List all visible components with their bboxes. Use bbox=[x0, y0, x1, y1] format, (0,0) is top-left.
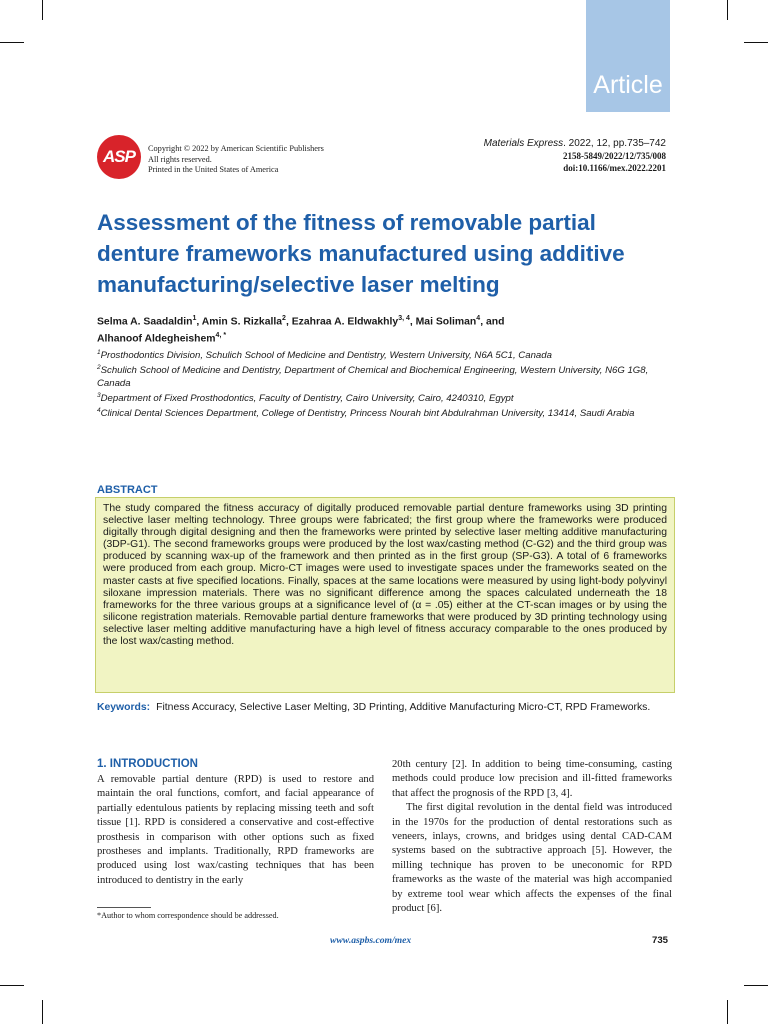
crop-mark bbox=[42, 1000, 43, 1024]
author-sep: , bbox=[196, 316, 202, 328]
affiliation-text: Clinical Dental Sciences Department, College of Dentistry, Princess Nourah bint Abdulrahman University, 13414, Saudi Arabia bbox=[100, 408, 635, 420]
author-list bbox=[97, 312, 617, 347]
journal-volume: . 2022, 12, pp.735–742 bbox=[563, 138, 666, 149]
intro-paragraph: The first digital revolution in the dental field was introduced in the 1970s for the production of dental restorations such as veneers, inlays, crowns, and bridges using dental CAD-CAM systems based on the subtractive approach [5]. However, the milling technique has proven to be uneconomic for RPD frameworks as the waste of the material was high accompanied by extreme tool wear which affects the expenses of the final product [6]. bbox=[392, 802, 672, 915]
left-column bbox=[97, 773, 374, 888]
affiliation-number: 1 bbox=[97, 349, 101, 356]
author-name: Ezahraa A. Eldwakhly bbox=[291, 316, 399, 328]
footnote-divider bbox=[97, 907, 151, 908]
copyright-line: All rights reserved. bbox=[148, 154, 212, 164]
affiliation-list bbox=[97, 347, 657, 420]
author-name: Alhanoof Aldegheishem bbox=[97, 333, 216, 345]
keywords bbox=[97, 701, 675, 715]
abstract-heading: ABSTRACT bbox=[97, 484, 158, 496]
footer-url-link[interactable]: www.aspbs.com/mex bbox=[330, 935, 412, 946]
crop-mark bbox=[727, 1000, 728, 1024]
paper-title: Assessment of the fitness of removable partial denture frameworks manufactured using additive manufacturing/selective laser melting bbox=[97, 210, 625, 297]
affiliation-text: Department of Fixed Prosthodontics, Faculty of Dentistry, Cairo University, Cairo, 4240310, Egypt bbox=[100, 392, 514, 404]
journal-doi: doi:10.1166/mex.2022.2201 bbox=[563, 163, 666, 173]
affiliation-text: Prosthodontics Division, Schulich School of Medicine and Dentistry, Western University, N6A 5C1, Canada bbox=[100, 350, 552, 362]
copyright-line: Copyright © 2022 by American Scientific Publishers bbox=[148, 144, 324, 153]
affiliation-number: 4 bbox=[97, 406, 101, 414]
author-affil: 4, * bbox=[215, 332, 227, 340]
right-column bbox=[392, 758, 672, 916]
journal-citation bbox=[484, 137, 666, 150]
journal-info bbox=[484, 137, 666, 174]
author-affil: 4 bbox=[476, 315, 481, 322]
affiliation bbox=[97, 405, 657, 420]
crop-mark bbox=[0, 42, 24, 43]
affiliation-text: Schulich School of Medicine and Dentistry, Department of Chemical and Biochemical Engineering, Western University, N6G 1G8, Canada bbox=[97, 365, 649, 389]
page-number: 735 bbox=[652, 935, 669, 946]
author-sep: , bbox=[285, 316, 292, 328]
abstract-box bbox=[95, 497, 675, 693]
copyright-block bbox=[148, 144, 324, 176]
section-heading-introduction: 1. INTRODUCTION bbox=[97, 758, 198, 770]
crop-mark bbox=[0, 985, 24, 986]
article-label: Article bbox=[586, 0, 670, 112]
keywords-label: Keywords: bbox=[97, 702, 151, 713]
footnote: *Author to whom correspondence should be addressed. bbox=[97, 911, 279, 920]
author-sep: , bbox=[409, 316, 416, 328]
intro-paragraph: 20th century [2]. In addition to being time-consuming, casting methods could produce low precision and ill-fitted frameworks that affect the prognosis of the RPD [3, 4]. bbox=[392, 759, 672, 799]
affiliation-number: 2 bbox=[97, 364, 101, 372]
author-affil: 3, 4 bbox=[398, 315, 410, 322]
affiliation bbox=[97, 390, 657, 405]
crop-mark bbox=[744, 42, 768, 43]
author-name: Amin S. Rizkalla bbox=[201, 316, 283, 328]
abstract-text: The study compared the fitness accuracy of digitally produced removable partial denture frameworks using 3D printing selective laser melting technology. Three groups were fabricated; the first group where the frameworks were produced digitally through digital designing and then the frameworks were printed by selective laser melting additive manufacturing (3DP-G1). The second frameworks groups were produced by the lost wax/casting method (C-G2) and the third group was produced by scanning wax-up of the framework and then printed as in the first group (SP-G3). A total of 6 frameworks were produced from each group. Micro-CT images were used to investigate spaces under the frameworks seated on the master casts at five specified locations. Finally, spaces at the same locations were measured by using light-body polyvinyl siloxane impression materials. There was no significant difference among the spaces calculated underneath the 18 frameworks for the three various groups at a significance level of (α = .05) either at the CT-scan images or by using the silicone registration materials. Removable partial denture frameworks that were produced by 3D printing technology using selective laser melting additive manufacturing have a high level of fitness accuracy comparable to the ones produced by the lost wax/casting method. bbox=[103, 503, 667, 648]
crop-mark bbox=[42, 0, 43, 20]
affiliation bbox=[97, 347, 657, 362]
intro-paragraph: A removable partial denture (RPD) is used to restore and maintain the oral functions, comfort, and facial appearance of partially edentulous patients by replacing missing teeth and soft tissue [1]. RPD is considered a conservative and cost-effective prosthesis in comparison with other options such as fixed prostheses and implants. Traditionally, RPD frameworks are produced using lost wax/casting techniques that has been introduced to dentistry in the early bbox=[97, 774, 374, 886]
author-affil: 2 bbox=[282, 315, 286, 322]
keywords-text: Fitness Accuracy, Selective Laser Melting, 3D Printing, Additive Manufacturing Micro-CT, RPD Frameworks. bbox=[156, 702, 651, 713]
author-sep: , and bbox=[480, 316, 505, 328]
crop-mark bbox=[744, 985, 768, 986]
crop-mark bbox=[727, 0, 728, 20]
author-affil: 1 bbox=[192, 315, 197, 322]
author-name: Selma A. Saadaldin bbox=[97, 316, 193, 328]
copyright-line: Printed in the United States of America bbox=[148, 165, 279, 174]
journal-issn: 2158-5849/2022/12/735/008 bbox=[563, 151, 666, 161]
affiliation bbox=[97, 362, 657, 389]
journal-name: Materials Express bbox=[483, 138, 564, 149]
author-name: Mai Soliman bbox=[415, 316, 477, 328]
affiliation-number: 3 bbox=[97, 391, 101, 399]
publisher-logo: ASP bbox=[97, 135, 141, 179]
